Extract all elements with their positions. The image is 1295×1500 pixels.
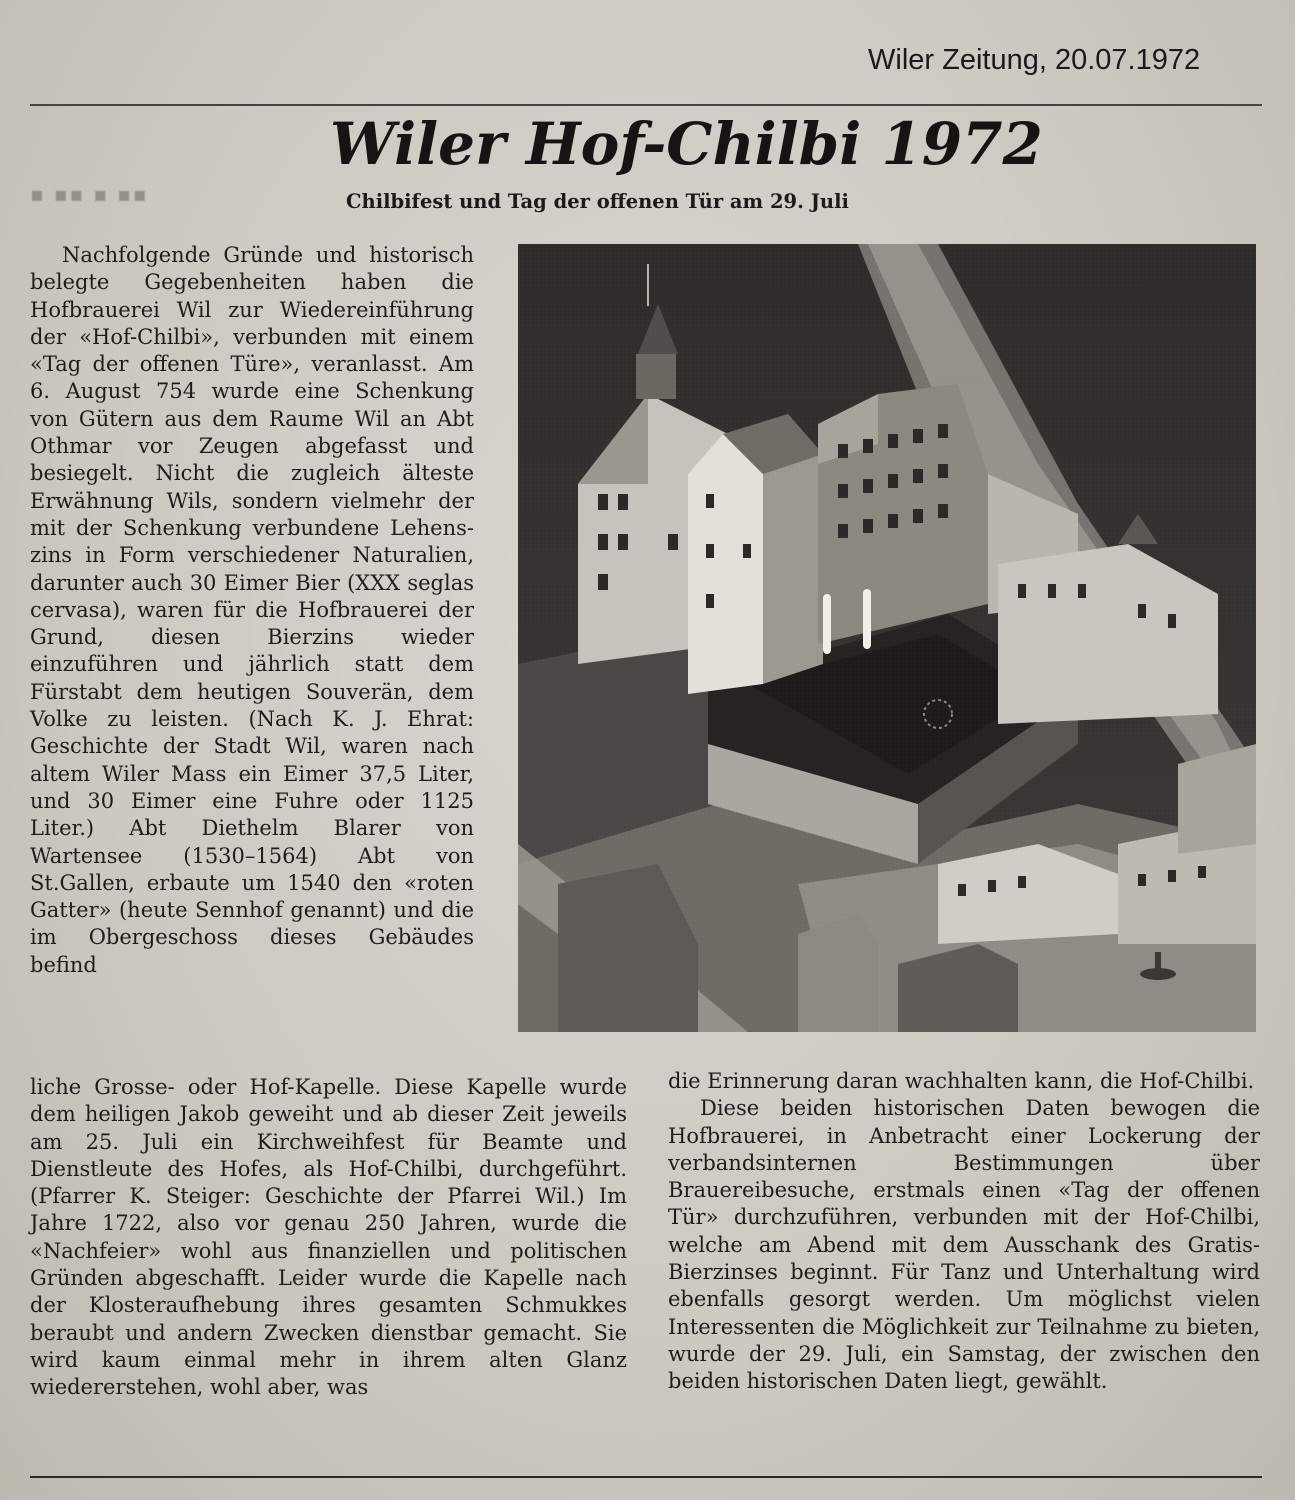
paragraph-intro-continued: liche Grosse- oder Hof-Kapelle. Diese Kapelle wurde dem heiligen Jakob geweiht und ab dieser Zeit jeweils am 25. Juli ein Kirchweihfest für Beamte und Dienstleute des Hofes, als Hof-Chilbi, durchgeführt. (Pfarrer K. Steiger: Geschichte der Pfarrei Wil.) Im Jahre 1722, also vor genau 250 Jahren, wurde die «Nachfeier» wohl aus finanziellen und politischen Gründen abgeschafft. Leider wurde die Kapelle nach der Klosteraufhebung ihres gesamten Schmukkes beraubt und andern Zwecken dienstbar gemacht. Sie wird kaum einmal mehr in ihrem alten Glanz wiedererstehen, wohl aber, was — [30, 1075, 627, 1400]
source-label: Wiler Zeitung, 20.07.1972 — [868, 44, 1201, 76]
paragraph-closing: Diese beiden historischen Daten bewogen die Hofbrauerei, in Anbetracht einer Lockerung der verbandsinternen Bestimmungen über Brauereibesuche, erstmals einen «Tag der offenen Tür» durchzuführen, verbunden mit der Hof-Chilbi, welche am Abend mit dem Ausschank des Gratis-Bierzinses beginnt. Für Tanz und Unterhaltung wird ebenfalls gesorgt werden. Um möglichst vielen Interessenten die Möglichkeit zur Teilnahme zu bieten, wurde der 29. Juli, ein Samstag, der zwischen den beiden historischen Daten liegt, gewählt. — [668, 1096, 1260, 1394]
castle-painting-image — [518, 244, 1256, 1032]
paragraph-intro: Nachfolgende Gründe und historisch belegte Gegebenheiten haben die Hofbrauerei Wil zur Wiedereinführung der «Hof-Chilbi», verbunden mit einem «Tag der offenen Türe», veranlasst. Am 6. August 754 wurde eine Schenkung von Gütern aus dem Raume Wil an Abt Othmar vor Zeugen abgefasst und besiegelt. Nicht die zugleich älteste Erwähnung Wils, sondern vielmehr der mit der Schenkung verbundene Lehenszins in Form verschiedener Naturalien, darunter auch 30 Eimer Bier (XXX seglas cervasa), waren für die Hofbrauerei der Grund, diesen Bierzins wieder einzuführen und jährlich statt dem Fürstabt dem heutigen Souverän, dem Volke zu leisten. (Nach K. J. Ehrat: Geschichte der Stadt Wil, waren nach altem Wiler Mass ein Eimer 37,5 Liter, und 30 Eimer eine Fuhre oder 1125 Liter.) Abt Diethelm Blarer von Wartensee (1530–1564) Abt von St.Gallen, erbaute um 1540 den «roten Gatter» (heute Sennhof genannt) und die im Obergeschoss dieses Gebäudes befind — [30, 243, 474, 977]
article-headline: Wiler Hof-Chilbi 1972 — [330, 110, 1043, 178]
column-left-bottom — [30, 1074, 627, 1402]
article-photo — [518, 244, 1256, 1032]
article-subheadline: Chilbifest und Tag der offenen Tür am 29. Juli — [346, 190, 849, 213]
top-rule — [30, 104, 1262, 106]
paragraph-continuation: die Erinnerung daran wachhalten kann, die Hof-Chilbi. — [668, 1069, 1255, 1093]
bottom-rule — [30, 1476, 1262, 1478]
faint-stamp-marks: ▪ ▪▪ ▪ ▪▪ — [30, 182, 149, 206]
column-right — [668, 1068, 1260, 1396]
column-left-top — [30, 242, 474, 979]
